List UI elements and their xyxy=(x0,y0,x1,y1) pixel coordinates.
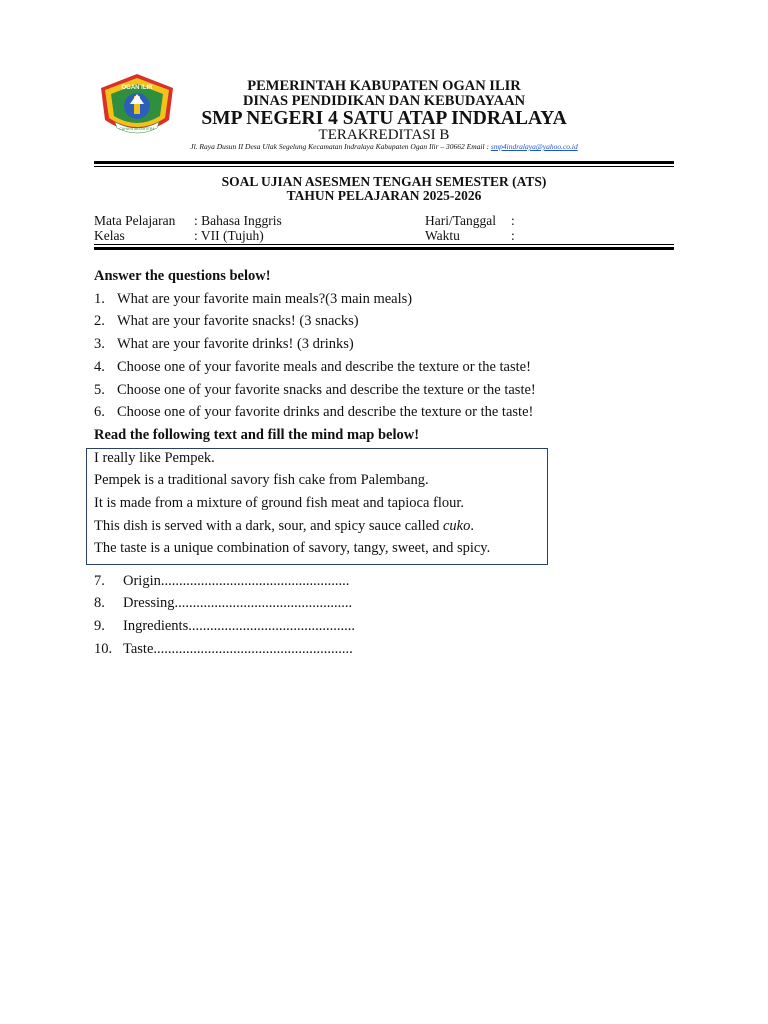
question-number: 5. xyxy=(94,382,105,398)
question-text: Choose one of your favorite meals and describe the texture or the taste! xyxy=(117,359,531,375)
reading-line: The taste is a unique combination of savory, tangy, sweet, and spicy. xyxy=(94,540,491,556)
info-rule-thick xyxy=(94,247,674,250)
question-number: 3. xyxy=(94,336,105,352)
time-label: Waktu xyxy=(425,228,460,243)
reading-line: Pempek is a traditional savory fish cake from Palembang. xyxy=(94,472,429,488)
italic-term: cuko xyxy=(442,518,471,534)
item-number: 7. xyxy=(94,573,105,589)
logo-top-text: OGAN ILIR xyxy=(121,85,153,91)
question-text: What are your favorite drinks! (3 drinks) xyxy=(117,336,354,352)
day-label: Hari/Tanggal xyxy=(425,213,497,228)
item-number: 9. xyxy=(94,618,105,634)
question-text: Choose one of your favorite snacks and describe the texture or the taste! xyxy=(117,382,536,398)
reading-line: I really like Pempek. xyxy=(94,450,215,466)
time-value: : xyxy=(511,228,515,243)
section1-heading: Answer the questions below! xyxy=(94,268,271,284)
subject-label: Mata Pelajaran xyxy=(94,213,176,228)
class-label: Kelas xyxy=(94,228,125,243)
question-item xyxy=(94,359,531,376)
mindmap-item xyxy=(94,618,355,635)
question-number: 1. xyxy=(94,291,105,307)
question-item xyxy=(94,291,413,308)
reading-line: It is made from a mixture of ground fish meat and tapioca flour. xyxy=(94,495,465,511)
item-text: Dressing................................................. xyxy=(123,595,353,611)
government-title: PEMERINTAH KABUPATEN OGAN ILIR xyxy=(247,78,521,94)
question-item xyxy=(94,313,359,330)
question-number: 4. xyxy=(94,359,105,375)
reading-line-text: This dish is served with a dark, sour, and spicy sauce called xyxy=(94,518,443,534)
department-title: DINAS PENDIDIKAN DAN KEBUDAYAAN xyxy=(242,93,526,109)
question-number: 6. xyxy=(94,404,105,420)
logo-bottom-text: CAHAYA SEJAHTERA xyxy=(119,127,155,131)
item-text: Origin.................................................... xyxy=(123,573,350,589)
exam-year: TAHUN PELAJARAN 2025-2026 xyxy=(286,188,482,203)
mindmap-item xyxy=(94,595,353,612)
question-item xyxy=(94,382,536,399)
item-text: Taste....................................................... xyxy=(123,641,353,657)
question-text: What are your favorite main meals?(3 main meals) xyxy=(117,291,413,307)
accreditation: TERAKREDITASI B xyxy=(318,127,450,143)
subject-value: : Bahasa Inggris xyxy=(194,213,282,228)
question-text: What are your favorite snacks! (3 snacks) xyxy=(117,313,359,329)
exam-title: SOAL UJIAN ASESMEN TENGAH SEMESTER (ATS) xyxy=(221,174,547,189)
question-number: 2. xyxy=(94,313,105,329)
school-address xyxy=(100,142,668,151)
question-item xyxy=(94,404,534,421)
question-item xyxy=(94,336,354,353)
mindmap-item xyxy=(94,573,350,590)
question-text: Choose one of your favorite drinks and describe the texture or the taste! xyxy=(117,404,534,420)
item-number: 10. xyxy=(94,641,113,657)
info-rule-thin xyxy=(94,244,674,245)
school-name: SMP NEGERI 4 SATU ATAP INDRALAYA xyxy=(201,108,567,129)
section2-heading: Read the following text and fill the mind map below! xyxy=(94,427,420,443)
reading-line-end: . xyxy=(470,518,474,534)
reading-line xyxy=(94,518,474,535)
day-value: : xyxy=(511,213,515,228)
header-rule-thick xyxy=(94,161,674,164)
email-link[interactable]: smp4indralaya@yahoo.co.id xyxy=(490,142,578,151)
item-number: 8. xyxy=(94,595,105,611)
header-rule-thin xyxy=(94,166,674,167)
item-text: Ingredients.............................................. xyxy=(123,618,355,634)
address-text: Jl. Raya Dusun II Desa Ulak Segelung Kecamatan Indralaya Kabupaten Ogan Ilir – 30662 Email : xyxy=(190,142,491,151)
class-value: : VII (Tujuh) xyxy=(194,228,264,243)
mindmap-item xyxy=(94,641,353,658)
